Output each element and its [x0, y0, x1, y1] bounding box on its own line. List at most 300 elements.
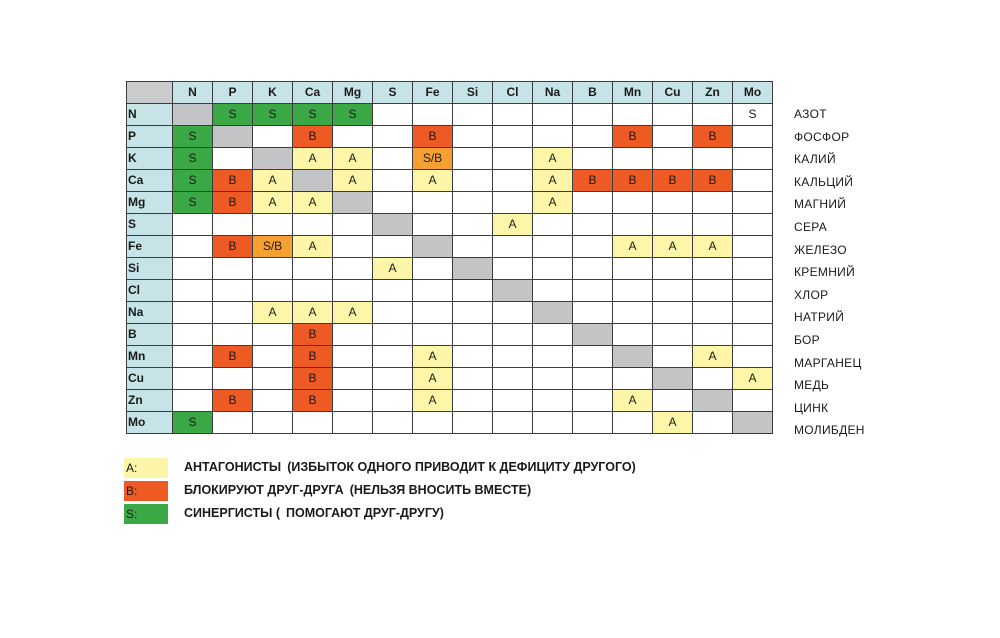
cell-si-zn	[693, 258, 733, 280]
cell-b-mn	[613, 324, 653, 346]
cell-na-fe	[413, 302, 453, 324]
cell-na-p	[213, 302, 253, 324]
cell-cu-cu	[653, 368, 693, 390]
cell-na-mo	[733, 302, 773, 324]
cell-mg-zn	[693, 192, 733, 214]
matrix-row-cl	[127, 280, 773, 302]
cell-mg-n: S	[173, 192, 213, 214]
cell-n-s	[373, 104, 413, 126]
cell-mg-mo	[733, 192, 773, 214]
cell-s-s	[373, 214, 413, 236]
cell-p-n: S	[173, 126, 213, 148]
cell-na-k: A	[253, 302, 293, 324]
row-header-ca: Ca	[127, 170, 173, 192]
cell-ca-b: B	[573, 170, 613, 192]
interaction-matrix	[126, 81, 773, 434]
cell-fe-mn: A	[613, 236, 653, 258]
cell-ca-mn: B	[613, 170, 653, 192]
element-name-ca: КАЛЬЦИЙ	[794, 174, 854, 189]
cell-p-s	[373, 126, 413, 148]
cell-n-fe	[413, 104, 453, 126]
cell-n-zn	[693, 104, 733, 126]
cell-mn-si	[453, 346, 493, 368]
element-name-n: АЗОТ	[794, 107, 827, 121]
cell-na-s	[373, 302, 413, 324]
interaction-table-body	[127, 82, 773, 434]
cell-cu-n	[173, 368, 213, 390]
column-header-mn: Mn	[613, 82, 653, 104]
cell-ca-cl	[493, 170, 533, 192]
row-header-cu: Cu	[127, 368, 173, 390]
element-name-na: НАТРИЙ	[794, 310, 845, 325]
cell-fe-s	[373, 236, 413, 258]
cell-k-p	[213, 148, 253, 170]
cell-zn-s	[373, 390, 413, 412]
cell-s-mn	[613, 214, 653, 236]
cell-cu-fe: A	[413, 368, 453, 390]
cell-k-si	[453, 148, 493, 170]
element-name-mo: МОЛИБДЕН	[794, 423, 865, 438]
cell-cu-p	[213, 368, 253, 390]
cell-mg-fe	[413, 192, 453, 214]
cell-ca-cu: B	[653, 170, 693, 192]
row-header-mn: Mn	[127, 346, 173, 368]
cell-n-mo: S	[733, 104, 773, 126]
legend	[124, 458, 824, 527]
cell-k-mg: A	[333, 148, 373, 170]
cell-k-cl	[493, 148, 533, 170]
cell-cu-zn	[693, 368, 733, 390]
cell-ca-mo	[733, 170, 773, 192]
cell-mg-b	[573, 192, 613, 214]
cell-s-mo	[733, 214, 773, 236]
cell-b-p	[213, 324, 253, 346]
row-header-n: N	[127, 104, 173, 126]
cell-cl-zn	[693, 280, 733, 302]
row-header-cl: Cl	[127, 280, 173, 302]
cell-na-ca: A	[293, 302, 333, 324]
cell-cl-na	[533, 280, 573, 302]
cell-mo-mn	[613, 412, 653, 434]
element-name-mn: МАРГАНЕЦ	[794, 355, 862, 370]
cell-s-mg	[333, 214, 373, 236]
cell-cl-si	[453, 280, 493, 302]
legend-note-synergists: ПОМОГАЮТ ДРУГ-ДРУГУ)	[286, 506, 444, 520]
cell-fe-cu: A	[653, 236, 693, 258]
cell-n-cu	[653, 104, 693, 126]
cell-n-mn	[613, 104, 653, 126]
cell-n-si	[453, 104, 493, 126]
cell-na-mg: A	[333, 302, 373, 324]
cell-si-cl	[493, 258, 533, 280]
element-name-si: КРЕМНИЙ	[794, 265, 856, 280]
cell-cl-cl	[493, 280, 533, 302]
cell-mn-s	[373, 346, 413, 368]
cell-k-na: A	[533, 148, 573, 170]
matrix-row-mo	[127, 412, 773, 434]
cell-n-cl	[493, 104, 533, 126]
cell-p-k	[253, 126, 293, 148]
cell-cl-b	[573, 280, 613, 302]
cell-cu-k	[253, 368, 293, 390]
column-header-k: K	[253, 82, 293, 104]
legend-row-blocking	[124, 481, 824, 504]
cell-k-cu	[653, 148, 693, 170]
matrix-row-n	[127, 104, 773, 126]
cell-mg-si	[453, 192, 493, 214]
cell-k-fe: S/B	[413, 148, 453, 170]
cell-k-mn	[613, 148, 653, 170]
column-header-na: Na	[533, 82, 573, 104]
cell-mn-ca: B	[293, 346, 333, 368]
matrix-row-fe	[127, 236, 773, 258]
cell-ca-s	[373, 170, 413, 192]
cell-ca-zn: B	[693, 170, 733, 192]
cell-cl-ca	[293, 280, 333, 302]
cell-k-s	[373, 148, 413, 170]
cell-s-b	[573, 214, 613, 236]
cell-si-b	[573, 258, 613, 280]
cell-mo-mo	[733, 412, 773, 434]
matrix-row-p	[127, 126, 773, 148]
legend-text-antagonists	[184, 460, 636, 474]
cell-cu-ca: B	[293, 368, 333, 390]
column-header-cu: Cu	[653, 82, 693, 104]
cell-fe-b	[573, 236, 613, 258]
cell-ca-si	[453, 170, 493, 192]
matrix-row-si	[127, 258, 773, 280]
cell-na-si	[453, 302, 493, 324]
cell-p-zn: B	[693, 126, 733, 148]
cell-s-cl: A	[493, 214, 533, 236]
cell-s-n	[173, 214, 213, 236]
legend-swatch-synergists: S:	[124, 504, 168, 524]
cell-k-mo	[733, 148, 773, 170]
cell-p-fe: B	[413, 126, 453, 148]
cell-zn-mg	[333, 390, 373, 412]
cell-mn-mg	[333, 346, 373, 368]
matrix-row-s	[127, 214, 773, 236]
cell-zn-fe: A	[413, 390, 453, 412]
cell-s-ca	[293, 214, 333, 236]
cell-si-s: A	[373, 258, 413, 280]
cell-mg-k: A	[253, 192, 293, 214]
column-header-p: P	[213, 82, 253, 104]
cell-si-ca	[293, 258, 333, 280]
cell-si-na	[533, 258, 573, 280]
row-header-b: B	[127, 324, 173, 346]
cell-mn-cl	[493, 346, 533, 368]
cell-ca-p: B	[213, 170, 253, 192]
cell-mn-fe: A	[413, 346, 453, 368]
cell-mg-na: A	[533, 192, 573, 214]
row-header-zn: Zn	[127, 390, 173, 412]
cell-mo-zn	[693, 412, 733, 434]
cell-b-s	[373, 324, 413, 346]
column-header-si: Si	[453, 82, 493, 104]
cell-b-mg	[333, 324, 373, 346]
cell-cu-na	[533, 368, 573, 390]
cell-cl-s	[373, 280, 413, 302]
row-header-mg: Mg	[127, 192, 173, 214]
cell-b-n	[173, 324, 213, 346]
element-name-zn: ЦИНК	[794, 400, 829, 415]
cell-n-mg: S	[333, 104, 373, 126]
cell-p-na	[533, 126, 573, 148]
cell-si-k	[253, 258, 293, 280]
cell-cl-fe	[413, 280, 453, 302]
row-header-si: Si	[127, 258, 173, 280]
cell-mo-k	[253, 412, 293, 434]
legend-swatch-blocking: B:	[124, 481, 168, 501]
cell-mn-cu	[653, 346, 693, 368]
cell-s-fe	[413, 214, 453, 236]
cell-b-si	[453, 324, 493, 346]
matrix-row-ca	[127, 170, 773, 192]
column-header-b: B	[573, 82, 613, 104]
cell-b-mo	[733, 324, 773, 346]
cell-mn-na	[533, 346, 573, 368]
cell-zn-p: B	[213, 390, 253, 412]
cell-mn-k	[253, 346, 293, 368]
cell-n-k: S	[253, 104, 293, 126]
cell-si-mn	[613, 258, 653, 280]
cell-cu-cl	[493, 368, 533, 390]
cell-b-ca: B	[293, 324, 333, 346]
cell-cl-mo	[733, 280, 773, 302]
column-header-fe: Fe	[413, 82, 453, 104]
cell-cl-cu	[653, 280, 693, 302]
cell-fe-cl	[493, 236, 533, 258]
matrix-row-b	[127, 324, 773, 346]
element-name-fe: ЖЕЛЕЗО	[794, 242, 847, 257]
cell-b-na	[533, 324, 573, 346]
row-header-na: Na	[127, 302, 173, 324]
cell-mo-fe	[413, 412, 453, 434]
cell-mg-ca: A	[293, 192, 333, 214]
cell-zn-ca: B	[293, 390, 333, 412]
legend-text-blocking	[184, 483, 531, 497]
element-name-k: КАЛИЙ	[794, 152, 836, 167]
cell-cu-b	[573, 368, 613, 390]
cell-mn-zn: A	[693, 346, 733, 368]
cell-mn-mn	[613, 346, 653, 368]
cell-cl-mn	[613, 280, 653, 302]
cell-s-si	[453, 214, 493, 236]
cell-k-ca: A	[293, 148, 333, 170]
cell-zn-cu	[653, 390, 693, 412]
cell-na-n	[173, 302, 213, 324]
cell-zn-mo	[733, 390, 773, 412]
legend-note-antagonists: (ИЗБЫТОК ОДНОГО ПРИВОДИТ К ДЕФИЦИТУ ДРУГОГО)	[287, 460, 636, 474]
cell-si-p	[213, 258, 253, 280]
cell-mo-ca	[293, 412, 333, 434]
element-name-s: СЕРА	[794, 219, 828, 234]
cell-mo-p	[213, 412, 253, 434]
element-names-column	[780, 103, 880, 442]
matrix-row-mg	[127, 192, 773, 214]
cell-mo-mg	[333, 412, 373, 434]
cell-k-zn	[693, 148, 733, 170]
row-header-s: S	[127, 214, 173, 236]
cell-n-n	[173, 104, 213, 126]
cell-na-cl	[493, 302, 533, 324]
cell-s-zn	[693, 214, 733, 236]
legend-swatch-antagonists: A:	[124, 458, 168, 478]
cell-mn-n	[173, 346, 213, 368]
cell-cu-mo: A	[733, 368, 773, 390]
cell-b-cu	[653, 324, 693, 346]
cell-mg-p: B	[213, 192, 253, 214]
column-header-n: N	[173, 82, 213, 104]
cell-na-zn	[693, 302, 733, 324]
legend-title-antagonists: АНТАГОНИСТЫ	[184, 460, 282, 474]
cell-b-k	[253, 324, 293, 346]
cell-b-cl	[493, 324, 533, 346]
cell-mo-b	[573, 412, 613, 434]
cell-na-b	[573, 302, 613, 324]
cell-ca-ca	[293, 170, 333, 192]
cell-k-n: S	[173, 148, 213, 170]
cell-zn-n	[173, 390, 213, 412]
cell-ca-na: A	[533, 170, 573, 192]
row-header-k: K	[127, 148, 173, 170]
cell-mn-mo	[733, 346, 773, 368]
cell-ca-n: S	[173, 170, 213, 192]
column-header-s: S	[373, 82, 413, 104]
cell-p-mo	[733, 126, 773, 148]
cell-mn-b	[573, 346, 613, 368]
cell-zn-mn: A	[613, 390, 653, 412]
element-name-cu: МЕДЬ	[794, 378, 830, 393]
cell-fe-na	[533, 236, 573, 258]
matrix-row-na	[127, 302, 773, 324]
cell-fe-mg	[333, 236, 373, 258]
cell-k-b	[573, 148, 613, 170]
cell-mo-n: S	[173, 412, 213, 434]
cell-p-mn: B	[613, 126, 653, 148]
cell-mo-s	[373, 412, 413, 434]
corner-cell	[127, 82, 173, 104]
cell-b-b	[573, 324, 613, 346]
cell-na-cu	[653, 302, 693, 324]
legend-title-blocking: БЛОКИРУЮТ ДРУГ-ДРУГА	[184, 483, 344, 497]
cell-si-si	[453, 258, 493, 280]
column-header-mg: Mg	[333, 82, 373, 104]
column-header-zn: Zn	[693, 82, 733, 104]
cell-fe-p: B	[213, 236, 253, 258]
cell-cu-mn	[613, 368, 653, 390]
cell-p-p	[213, 126, 253, 148]
matrix-row-mn	[127, 346, 773, 368]
element-name-p: ФОСФОР	[794, 129, 850, 144]
cell-si-cu	[653, 258, 693, 280]
matrix-row-zn	[127, 390, 773, 412]
cell-fe-ca: A	[293, 236, 333, 258]
cell-fe-si	[453, 236, 493, 258]
cell-mg-s	[373, 192, 413, 214]
cell-si-n	[173, 258, 213, 280]
cell-si-mg	[333, 258, 373, 280]
cell-s-cu	[653, 214, 693, 236]
cell-fe-k: S/B	[253, 236, 293, 258]
cell-cl-mg	[333, 280, 373, 302]
row-header-p: P	[127, 126, 173, 148]
legend-row-antagonists	[124, 458, 824, 481]
cell-p-cu	[653, 126, 693, 148]
cell-s-p	[213, 214, 253, 236]
cell-p-ca: B	[293, 126, 333, 148]
cell-p-cl	[493, 126, 533, 148]
cell-zn-zn	[693, 390, 733, 412]
legend-text-synergists	[184, 506, 444, 520]
cell-zn-cl	[493, 390, 533, 412]
cell-p-si	[453, 126, 493, 148]
row-header-fe: Fe	[127, 236, 173, 258]
cell-mn-p: B	[213, 346, 253, 368]
cell-k-k	[253, 148, 293, 170]
cell-zn-b	[573, 390, 613, 412]
cell-cl-p	[213, 280, 253, 302]
cell-na-mn	[613, 302, 653, 324]
cell-b-zn	[693, 324, 733, 346]
cell-fe-zn: A	[693, 236, 733, 258]
cell-mo-cl	[493, 412, 533, 434]
legend-title-synergists: СИНЕРГИСТЫ (	[184, 506, 281, 520]
cell-b-fe	[413, 324, 453, 346]
cell-fe-fe	[413, 236, 453, 258]
cell-zn-na	[533, 390, 573, 412]
cell-cu-si	[453, 368, 493, 390]
matrix-row-cu	[127, 368, 773, 390]
element-name-b: БОР	[794, 332, 820, 347]
cell-mg-mg	[333, 192, 373, 214]
cell-cu-mg	[333, 368, 373, 390]
cell-na-na	[533, 302, 573, 324]
cell-zn-k	[253, 390, 293, 412]
legend-note-blocking: (НЕЛЬЗЯ ВНОСИТЬ ВМЕСТЕ)	[349, 483, 532, 497]
cell-ca-mg: A	[333, 170, 373, 192]
cell-mo-si	[453, 412, 493, 434]
cell-si-fe	[413, 258, 453, 280]
cell-n-ca: S	[293, 104, 333, 126]
cell-fe-n	[173, 236, 213, 258]
cell-cu-s	[373, 368, 413, 390]
element-name-cl: ХЛОР	[794, 287, 829, 302]
cell-n-p: S	[213, 104, 253, 126]
cell-si-mo	[733, 258, 773, 280]
column-header-mo: Mo	[733, 82, 773, 104]
row-header-mo: Mo	[127, 412, 173, 434]
cell-mg-cl	[493, 192, 533, 214]
column-header-ca: Ca	[293, 82, 333, 104]
cell-mo-na	[533, 412, 573, 434]
header-row	[127, 82, 773, 104]
matrix-row-k	[127, 148, 773, 170]
cell-mg-cu	[653, 192, 693, 214]
cell-n-na	[533, 104, 573, 126]
cell-fe-mo	[733, 236, 773, 258]
cell-zn-si	[453, 390, 493, 412]
cell-ca-k: A	[253, 170, 293, 192]
column-header-cl: Cl	[493, 82, 533, 104]
cell-p-b	[573, 126, 613, 148]
element-name-mg: МАГНИЙ	[794, 197, 847, 212]
cell-mg-mn	[613, 192, 653, 214]
legend-row-synergists	[124, 504, 824, 527]
cell-s-na	[533, 214, 573, 236]
cell-cl-k	[253, 280, 293, 302]
